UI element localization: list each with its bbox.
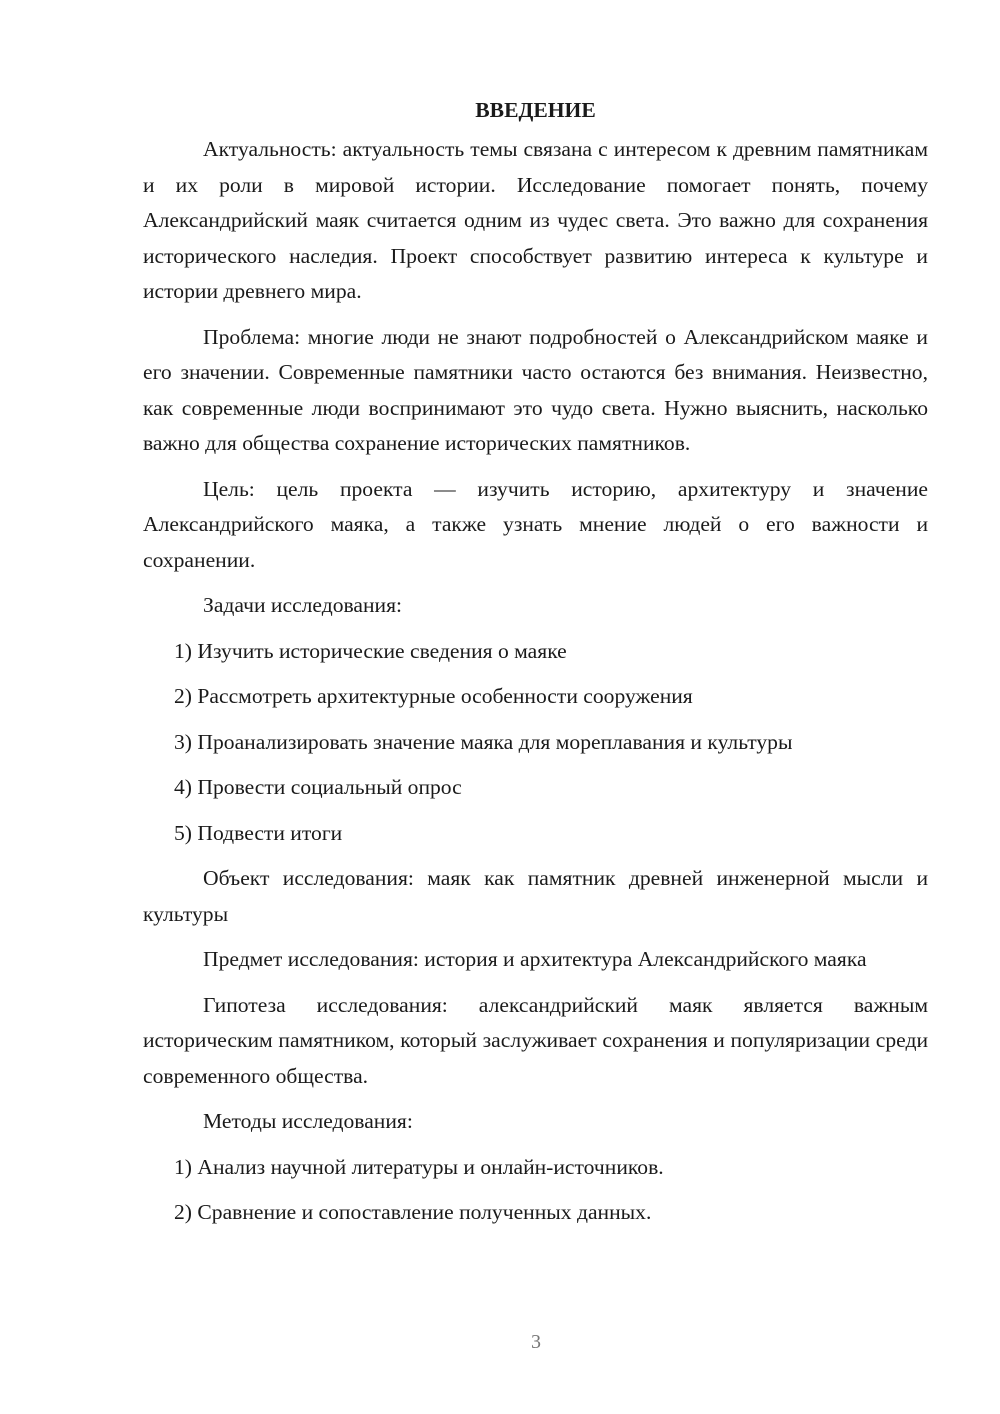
problem-paragraph: Проблема: многие люди не знают подробностей о Александрийском маяке и его значении. Современные памятники часто остаются без внимания. Неизвестно, как современные люди воспринимают это чудо света. Нужно выяснить, насколько важно для общества сохранение исторических памятников.: [143, 324, 928, 455]
list-item: 1) Изучить исторические сведения о маяке: [174, 638, 567, 663]
list-item: 2) Рассмотреть архитектурные особенности сооружения: [174, 684, 693, 708]
list-item: 2) Сравнение и сопоставление полученных данных.: [174, 1200, 652, 1224]
hypothesis-paragraph: Гипотеза исследования: александрийский маяк является важным историческим памятником, который заслуживает сохранения и популяризации среди современного общества.: [143, 992, 928, 1088]
list-item: 4) Провести социальный опрос: [174, 775, 462, 799]
list-item: 1) Анализ научной литературы и онлайн-источников.: [174, 1154, 664, 1179]
relevance-paragraph: Актуальность: актуальность темы связана с интересом к древним памятникам и их роли в мировой истории. Исследование помогает понять, почему Александрийский маяк считается одним из чудес света. Это важно для сохранения исторического наследия. Проект способствует развитию интереса к культуре и истории древнего мира.: [143, 137, 928, 303]
page-number: 3: [531, 1331, 541, 1353]
tasks-heading: Задачи исследования:: [203, 593, 403, 617]
methods-list: [143, 1150, 928, 1231]
subject-paragraph: Предмет исследования: история и архитектура Александрийского маяка: [203, 947, 867, 971]
methods-heading: Методы исследования:: [203, 1109, 413, 1133]
object-paragraph: Объект исследования: маяк как памятник древней инженерной мысли и культуры: [143, 866, 928, 926]
tasks-list: [143, 634, 928, 852]
list-item: 5) Подвести итоги: [174, 820, 343, 845]
goal-paragraph: Цель: цель проекта — изучить историю, архитектуру и значение Александрийского маяка, а также узнать мнение людей о его важности и сохранении.: [143, 476, 928, 572]
document-page: [143, 92, 928, 1241]
list-item: 3) Проанализировать значение маяка для мореплавания и культуры: [174, 729, 793, 754]
page-title: ВВЕДЕНИЕ: [475, 98, 596, 122]
